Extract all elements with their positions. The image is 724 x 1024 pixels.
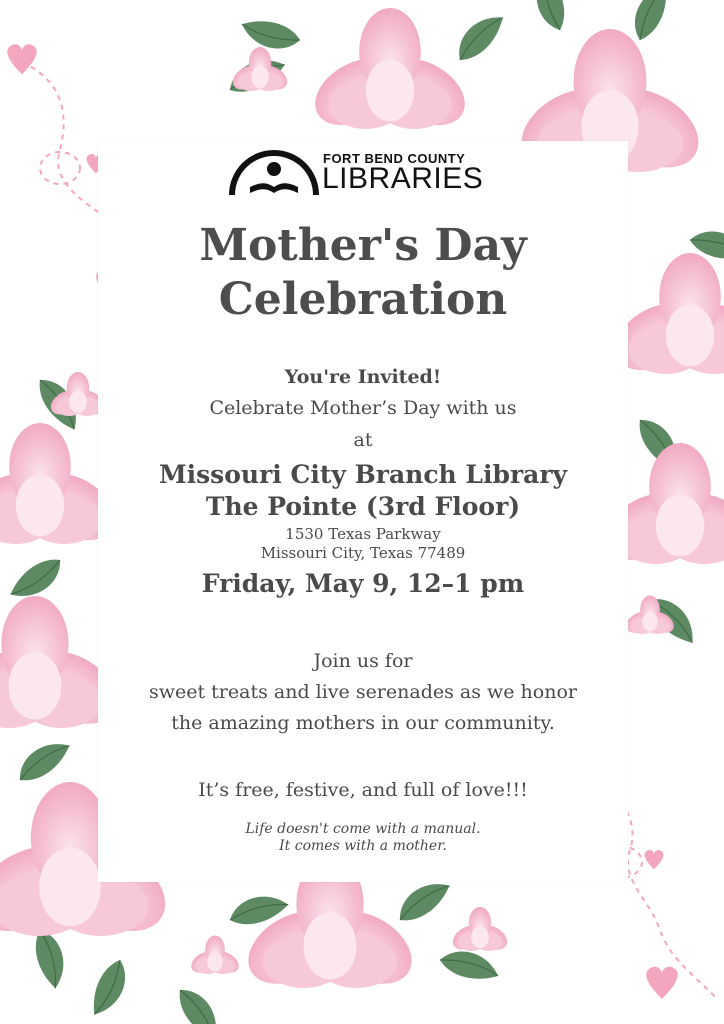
quote-line2: It comes with a mother.	[279, 838, 447, 854]
venue-name: Missouri City Branch Library	[158, 460, 568, 489]
logo-org-name-line1: FORT BEND COUNTY	[323, 151, 466, 166]
logo-org-name-line2: LIBRARIES	[322, 162, 484, 195]
invite-heading: You're Invited!	[284, 366, 442, 388]
closing-line: It’s free, festive, and full of love!!!	[198, 779, 528, 801]
venue-block	[98, 459, 628, 523]
address-street: 1530 Texas Parkway	[285, 525, 441, 543]
invite-at: at	[353, 429, 373, 451]
event-datetime: Friday, May 9, 12–1 pm	[201, 569, 525, 598]
event-title	[98, 219, 628, 327]
address-city: Missouri City, Texas 77489	[260, 544, 466, 562]
description-line3: the amazing mothers in our community.	[171, 712, 555, 734]
invitation-card	[98, 141, 628, 882]
reader-book-logo-icon	[228, 147, 320, 197]
title-line1: Mother's Day	[199, 220, 527, 271]
library-logo	[228, 147, 508, 197]
title-line2: Celebration	[218, 274, 508, 325]
venue-address	[98, 525, 628, 563]
event-description	[98, 646, 628, 739]
mother-quote	[98, 821, 628, 855]
invite-line: Celebrate Mother’s Day with us	[209, 397, 517, 419]
description-line1: Join us for	[313, 650, 413, 672]
description-line2: sweet treats and live serenades as we honor	[148, 681, 577, 703]
quote-line1: Life doesn't come with a manual.	[245, 821, 481, 837]
venue-room: The Pointe (3rd Floor)	[205, 492, 521, 521]
